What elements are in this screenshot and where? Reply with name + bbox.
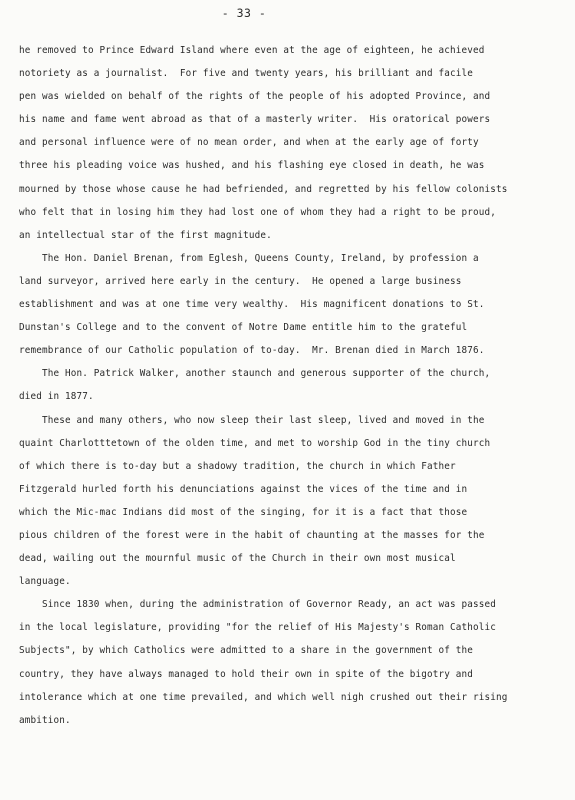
text-line: Fitzgerald hurled forth his denunciations against the vices of the time and in xyxy=(19,483,468,495)
text-line: and personal influence were of no mean order, and when at the early age of forty xyxy=(19,137,479,149)
text-line: establishment and was at one time very wealthy. His magnificent donations to St. xyxy=(19,299,485,311)
text-line: which the Mic-mac Indians did most of the singing, for it is a fact that those xyxy=(19,506,468,518)
text-line: of which there is to-day but a shadowy tradition, the church in which Father xyxy=(19,460,456,472)
text-line: intolerance which at one time prevailed, and which well nigh crushed out their rising xyxy=(19,691,508,703)
body-text xyxy=(19,39,559,732)
text-line: The Hon. Daniel Brenan, from Eglesh, Queens County, Ireland, by profession a xyxy=(19,252,479,264)
text-line: remembrance of our Catholic population of to-day. Mr. Brenan died in March 1876. xyxy=(19,345,485,357)
text-line: in the local legislature, providing "for the relief of His Majesty's Roman Catholic xyxy=(19,622,497,634)
text-line: he removed to Prince Edward Island where even at the age of eighteen, he achieved xyxy=(19,45,485,56)
text-line: Since 1830 when, during the administration of Governor Ready, an act was passed xyxy=(19,599,497,611)
text-line: died in 1877. xyxy=(19,391,94,403)
text-line: country, they have always managed to hold their own in spite of the bigotry and xyxy=(19,668,474,680)
text-line: ambition. xyxy=(19,714,71,726)
text-line: who felt that in losing him they had lost one of whom they had a right to be proud, xyxy=(19,206,497,218)
text-line: his name and fame went abroad as that of a masterly writer. His oratorical powers xyxy=(19,114,491,126)
text-line: quaint Charlotttetown of the olden time, and met to worship God in the tiny church xyxy=(19,437,491,449)
page-number: - 33 - xyxy=(221,6,267,20)
text-line: an intellectual star of the first magnitude. xyxy=(19,229,272,241)
text-line: Subjects", by which Catholics were admitted to a share in the government of the xyxy=(19,645,474,657)
text-line: mourned by those whose cause he had befriended, and regretted by his fellow colonists xyxy=(19,183,508,195)
text-line: Dunstan's College and to the convent of Notre Dame entitle him to the grateful xyxy=(19,322,468,334)
text-line: land surveyor, arrived here early in the century. He opened a large business xyxy=(19,275,462,287)
text-line: These and many others, who now sleep their last sleep, lived and moved in the xyxy=(19,414,485,426)
text-line: The Hon. Patrick Walker, another staunch and generous supporter of the church, xyxy=(19,368,491,380)
text-line: dead, wailing out the mournful music of the Church in their own most musical xyxy=(19,553,456,565)
text-line: three his pleading voice was hushed, and his flashing eye closed in death, he was xyxy=(19,160,485,172)
text-line: pious children of the forest were in the habit of chaunting at the masses for the xyxy=(19,529,485,541)
text-line: pen was wielded on behalf of the rights of the people of his adopted Province, and xyxy=(19,91,491,103)
text-line: language. xyxy=(19,576,71,588)
text-line: notoriety as a journalist. For five and twenty years, his brilliant and facile xyxy=(19,68,474,80)
